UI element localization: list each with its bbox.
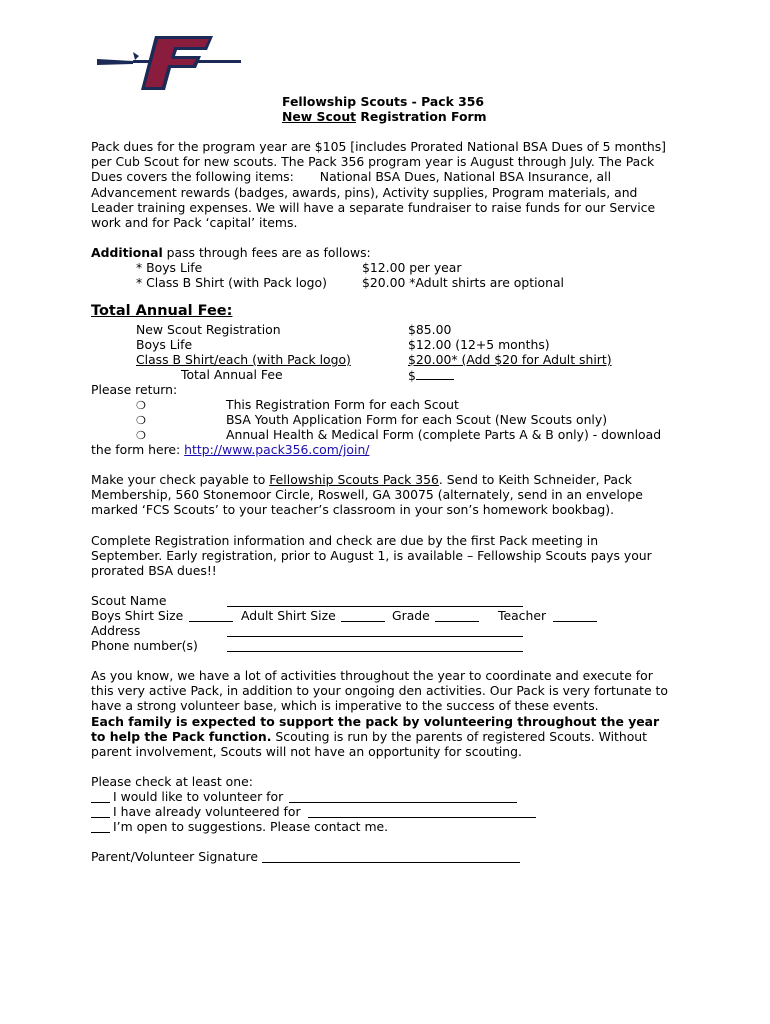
- intro-line-part: National BSA Dues, National BSA Insurance, all: [319, 169, 612, 185]
- volunteer-rest: Scouting is run by the parents of registered Scouts. Without: [271, 728, 648, 744]
- check-heading: Please check at least one:: [91, 774, 253, 789]
- boys-shirt-label: Boys Shirt Size: [91, 608, 184, 623]
- pack-logo: [95, 30, 245, 96]
- payment-part: Make your check payable to: [91, 472, 270, 487]
- title-line-1: Fellowship Scouts - Pack 356: [282, 94, 484, 109]
- volunteer-bold: to help the Pack function.: [91, 728, 272, 744]
- total-row-value: $20.00* (Add $20 for Adult shirt): [408, 352, 612, 367]
- return-item: Annual Health & Medical Form (complete Parts A & B only) - download: [226, 427, 662, 442]
- phone-field[interactable]: [227, 651, 523, 652]
- deadline-line: Complete Registration information and check are due by the first Pack meeting in: [91, 533, 599, 548]
- deadline-line: September. Early registration, prior to August 1, is available – Fellowship Scouts pays your: [91, 548, 652, 564]
- grade-label: Grade: [392, 608, 430, 623]
- scout-name-label: Scout Name: [91, 593, 167, 608]
- payment-payee: Fellowship Scouts Pack 356: [269, 472, 439, 487]
- title-new-scout: New Scout: [282, 109, 357, 124]
- total-row-label: New Scout Registration: [136, 322, 281, 337]
- check-option-2: I have already volunteered for: [113, 804, 301, 819]
- form-title: [282, 94, 487, 124]
- intro-line-part: Dues covers the following items:: [91, 169, 294, 185]
- payment-line: marked ‘FCS Scouts’ to your teacher’s classroom in your son’s homework bookbag).: [91, 502, 615, 518]
- address-field[interactable]: [227, 636, 523, 637]
- deadline-paragraph: [91, 533, 691, 579]
- total-row-value: $12.00 (12+5 months): [408, 337, 550, 352]
- return-tail: [91, 442, 369, 457]
- intro-line: Pack dues for the program year are $105 [includes Prorated National BSA Dues of 5 months]: [91, 139, 667, 154]
- title-line-2: [282, 109, 487, 124]
- fee-label: * Boys Life: [136, 260, 203, 275]
- additional-bold: Additional: [91, 245, 163, 260]
- check-blank-3[interactable]: [91, 832, 110, 833]
- scout-name-field[interactable]: [227, 606, 523, 607]
- check-option-3: I’m open to suggestions. Please contact me.: [113, 819, 389, 834]
- fee-value: $12.00 per year: [362, 260, 462, 275]
- return-item: BSA Youth Application Form for each Scout (New Scouts only): [226, 412, 608, 427]
- total-heading: Total Annual Fee:: [91, 303, 233, 319]
- teacher-label: Teacher: [498, 608, 547, 623]
- volunteer-for-field[interactable]: [289, 802, 517, 803]
- adult-shirt-label: Adult Shirt Size: [241, 608, 336, 623]
- volunteer-line: this very active Pack, in addition to your ongoing den activities. Our Pack is very fortunate to: [91, 683, 668, 699]
- title-rest: Registration Form: [356, 109, 487, 124]
- volunteer-line: have a strong volunteer base, which is imperative to the success of these events.: [91, 698, 599, 714]
- payment-part: . Send to Keith Schneider, Pack: [438, 472, 632, 487]
- volunteer-paragraph: [91, 668, 691, 759]
- check-option-1: I would like to volunteer for: [113, 789, 284, 804]
- fee-label: * Class B Shirt (with Pack logo): [136, 275, 327, 290]
- payment-line: Membership, 560 Stonemoor Circle, Roswell, GA 30075 (alternately, send in an envelope: [91, 487, 643, 503]
- additional-heading: [91, 245, 371, 260]
- adult-shirt-field[interactable]: [341, 621, 385, 622]
- return-tail-text: the form here:: [91, 442, 185, 457]
- deadline-line: prorated BSA dues!!: [91, 563, 217, 579]
- check-blank-2[interactable]: [91, 817, 110, 818]
- volunteered-for-field[interactable]: [308, 817, 536, 818]
- bullet-icon: ❍: [136, 414, 146, 427]
- intro-paragraph: [91, 139, 691, 230]
- payment-line: [91, 472, 691, 487]
- total-row-label: Class B Shirt/each (with Pack logo): [136, 352, 351, 367]
- volunteer-line: As you know, we have a lot of activities throughout the year to coordinate and execute for: [91, 668, 653, 683]
- check-blank-1[interactable]: [91, 802, 110, 803]
- total-label: Total Annual Fee: [181, 367, 283, 382]
- address-label: Address: [91, 623, 141, 638]
- return-item: This Registration Form for each Scout: [226, 397, 459, 412]
- volunteer-line: parent involvement, Scouts will not have an opportunity for scouting.: [91, 744, 522, 760]
- bullet-icon: ❍: [136, 399, 146, 412]
- grade-field[interactable]: [435, 621, 479, 622]
- return-heading: Please return:: [91, 382, 178, 397]
- additional-rest: pass through fees are as follows:: [162, 245, 371, 260]
- join-link[interactable]: http://www.pack356.com/join/: [184, 442, 370, 457]
- total-value-field[interactable]: [408, 367, 454, 383]
- teacher-field[interactable]: [553, 621, 597, 622]
- volunteer-line: [91, 729, 691, 744]
- fee-value: $20.00 *Adult shirts are optional: [362, 275, 564, 290]
- total-row-value: $85.00: [408, 322, 452, 337]
- boys-shirt-field[interactable]: [189, 621, 233, 622]
- total-row-label: Boys Life: [136, 337, 193, 352]
- signature-label: Parent/Volunteer Signature: [91, 849, 258, 864]
- total-value-dollar: $: [408, 368, 416, 383]
- intro-line: per Cub Scout for new scouts. The Pack 356 program year is August through July. The Pack: [91, 154, 655, 170]
- payment-paragraph: [91, 472, 691, 518]
- phone-label: Phone number(s): [91, 638, 198, 653]
- intro-line: [91, 169, 691, 184]
- intro-line: Leader training expenses. We will have a separate fundraiser to raise funds for our Service: [91, 199, 656, 215]
- intro-line: Advancement rewards (badges, awards, pins), Activity supplies, Program materials, and: [91, 184, 638, 200]
- bullet-icon: ❍: [136, 429, 146, 442]
- intro-line: work and for Pack ‘capital’ items.: [91, 215, 298, 231]
- volunteer-line: Each family is expected to support the pack by volunteering throughout the year: [91, 713, 660, 729]
- signature-field[interactable]: [262, 862, 520, 863]
- total-blank[interactable]: [416, 367, 454, 380]
